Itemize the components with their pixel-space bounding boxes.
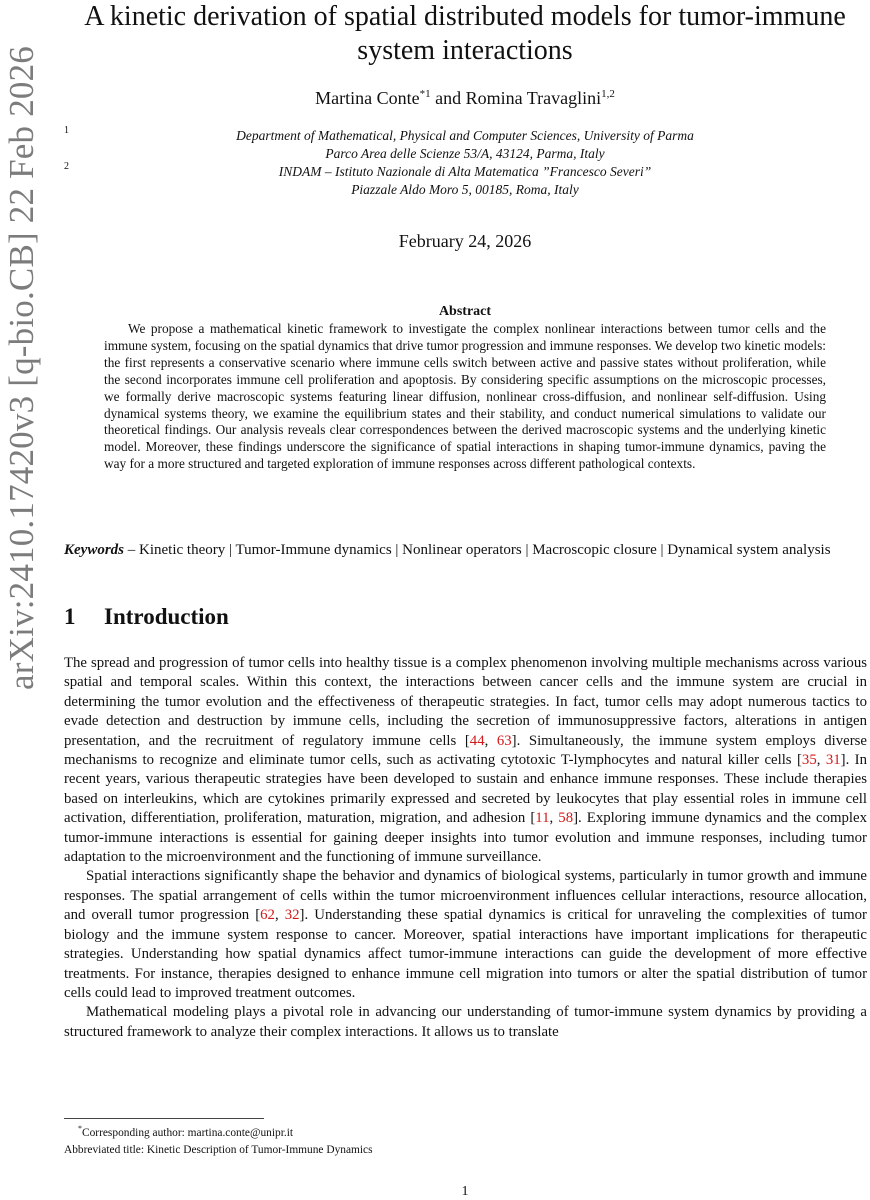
- citation-link[interactable]: 32: [284, 907, 300, 924]
- paragraph-text: ,: [549, 810, 559, 827]
- citation-link[interactable]: 11: [535, 810, 550, 827]
- citation-link[interactable]: 58: [558, 810, 574, 827]
- affiliation-number: 2: [64, 161, 69, 172]
- author-name: Romina Travaglini: [465, 88, 602, 108]
- paragraph: Mathematical modeling plays a pivotal role in advancing our understanding of tumor-immune system dynamics by providing a structured framework to analyze their complex interactions. It allows us to translate: [64, 1004, 867, 1040]
- paragraph-text: The spread and progression of tumor cells into healthy tissue is a complex phenomenon involving multiple mechanisms across various spatial and temporal scales. Within this context, the interactions between cancer cells and the immune system are crucial in determining the tumor evolution and the effectiveness of therapeutic strategies. In fact, tumor cells may adopt numerous tactics to evade detection and destruction by immune cells, including the secretion of immunosuppressive factors, alterations in antigen presentation, and the recruitment of regulatory immune cells [: [64, 655, 867, 749]
- footnote-rule: [64, 1118, 264, 1119]
- paragraph-text: Spatial interactions significantly shape the behavior and dynamics of biological systems, particularly in tumor growth and immune responses. The spatial arrangement of cells within the tumor microenvironment influences cellular interactions, resource allocation, and overall tumor progression [: [64, 868, 867, 924]
- affiliation-line: Department of Mathematical, Physical and Computer Sciences, University of Parma: [236, 128, 694, 143]
- paragraph: [64, 867, 867, 1003]
- author-conjunction: and: [430, 88, 466, 108]
- paragraph: [64, 654, 867, 867]
- paragraph-text: ]. Exploring immune dynamics and the complex tumor-immune interactions is essential for gaining deeper insights into tumor evolution and immune responses, including tumor adaptation to the microenvironment and the functioning of immune surveillance.: [64, 810, 867, 866]
- affiliation-1: [60, 127, 870, 163]
- footnote-abbreviated-title: Abbreviated title: Kinetic Description of Tumor-Immune Dynamics: [64, 1143, 373, 1156]
- footnote-text: Corresponding author: martina.conte@unipr.it: [82, 1126, 294, 1139]
- author-affiliation-mark: *1: [419, 88, 431, 100]
- section-title: Introduction: [104, 604, 229, 629]
- citation-link[interactable]: 35: [801, 752, 817, 769]
- citation-link[interactable]: 62: [260, 907, 275, 924]
- author-name: Martina Conte: [315, 88, 420, 108]
- citation-link[interactable]: 44: [469, 732, 485, 749]
- footnote-mark: *: [78, 1124, 82, 1133]
- keywords: [64, 540, 869, 561]
- citation-link[interactable]: 63: [496, 732, 512, 749]
- author-line: [60, 88, 870, 109]
- paragraph-text: ]. Simultaneously, the immune system employs diverse mechanisms to recognize and eliminate tumor cells, such as activating cytotoxic T-lymphocytes and natural killer cells [: [64, 732, 867, 769]
- keywords-list: Kinetic theory | Tumor-Immune dynamics | Nonlinear operators | Macroscopic closure | Dynamical system analysis: [139, 542, 831, 558]
- paragraph-text: ,: [484, 732, 497, 749]
- arxiv-identifier: arXiv:2410.17420v3 [q-bio.CB] 22 Feb 2026: [2, 46, 41, 690]
- affiliation-number: 1: [64, 125, 69, 136]
- publication-date: February 24, 2026: [398, 231, 532, 251]
- paragraph-text: ]. In recent years, various therapeutic strategies have been developed to sustain and enhance immune responses. These include therapies based on interleukins, which are cytokines primarily expressed and secreted by leukocytes that play essential roles in immune cell activation, differentiation, proliferation, maturation, migration, and adhesion [: [64, 752, 868, 827]
- footnote-corresponding: [64, 1120, 864, 1142]
- author-affiliation-mark: 1,2: [601, 88, 615, 100]
- section-number: 1: [64, 604, 76, 629]
- paragraph-text: ,: [274, 907, 285, 924]
- affiliation-line: Parco Area delle Scienze 53/A, 43124, Parma, Italy: [325, 146, 605, 161]
- keywords-label: Keywords: [64, 542, 124, 558]
- footnotes: [64, 1120, 864, 1159]
- affiliation-2: [60, 163, 870, 199]
- keywords-dash: –: [124, 542, 139, 558]
- introduction-body: [64, 654, 867, 1042]
- abstract-heading: Abstract: [438, 304, 492, 319]
- page-number: 1: [461, 1184, 469, 1199]
- citation-link[interactable]: 31: [825, 752, 841, 769]
- paper-title: A kinetic derivation of spatial distributed models for tumor-immune system interactions: [84, 1, 846, 66]
- abstract-text: We propose a mathematical kinetic framework to investigate the complex nonlinear interactions between tumor cells and the immune system, focusing on the spatial dynamics that drive tumor progression and immune responses. We develop two kinetic models: the first represents a conservative scenario where immune cells switch between active and passive states without proliferation, while the second incorporates immune cell proliferation and apoptosis. By considering specific assumptions on the microscopic processes, we formally derive macroscopic systems featuring linear diffusion, nonlinear cross-diffusion, and nonlinear self-diffusion. Using dynamical systems theory, we examine the equilibrium states and their stability, and conduct numerical simulations to validate our theoretical findings. Our analysis reveals clear correspondences between the derived macroscopic systems and the underlying kinetic model. Moreover, these findings underscore the significance of spatial interactions in shaping tumor-immune dynamics, paving the way for a more structured and targeted exploration of immune responses across different pathological contexts.: [104, 321, 826, 472]
- affiliation-line: INDAM – Istituto Nazionale di Alta Matematica ”Francesco Severi”: [278, 164, 652, 179]
- paragraph-text: ]. Understanding these spatial dynamics is critical for unraveling the complexities of tumor biology and the immune system response to cancer. Moreover, spatial interactions have important implications for therapeutic strategies. Understanding how spatial dynamics affect tumor-immune interactions can guide the development of more effective treatments. For instance, therapies designed to enhance immune cell migration into tumors or alter the spatial distribution of tumor cells could lead to improved treatment outcomes.: [64, 907, 867, 1001]
- section-heading: [64, 604, 229, 630]
- paragraph-text: ,: [816, 752, 826, 769]
- affiliation-line: Piazzale Aldo Moro 5, 00185, Roma, Italy: [351, 182, 579, 197]
